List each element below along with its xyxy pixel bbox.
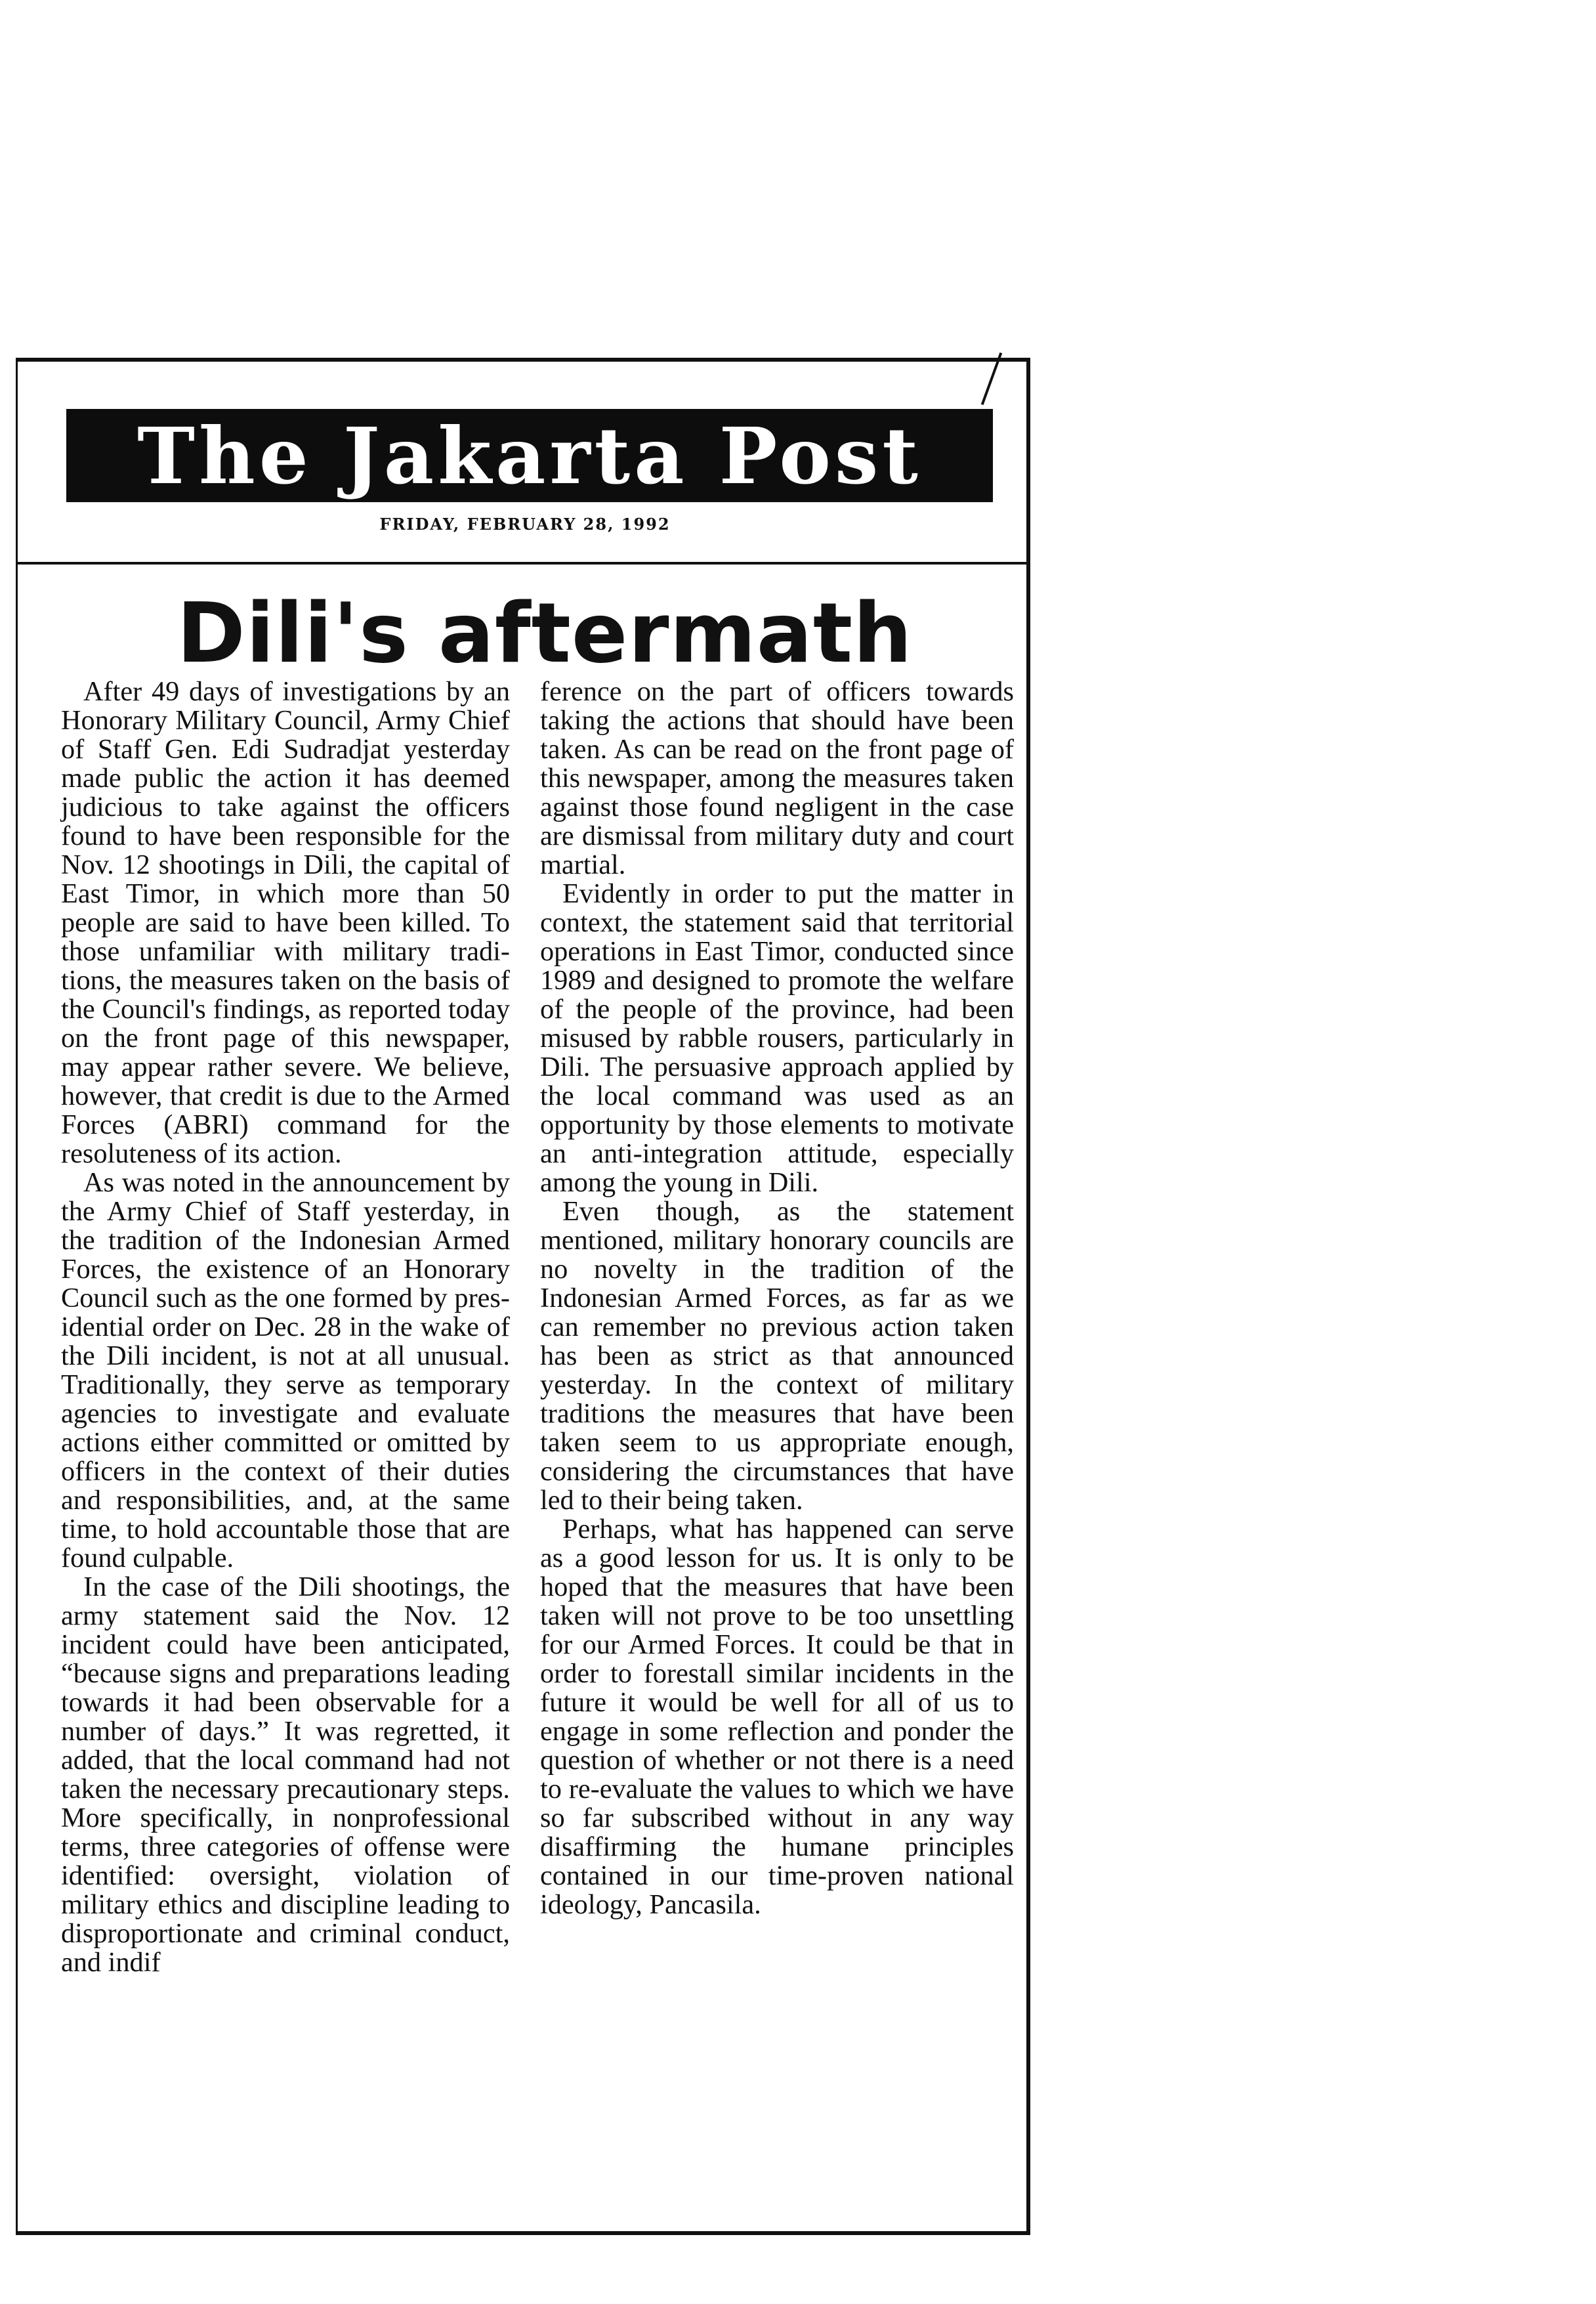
paragraph: Perhaps, what has happened can serve as a good lesson for us. It is only to be hoped that the measures that have been taken will not prove to be too unsettling for our Armed Forces. It could be that in order to forestall similar incidents in the future it would be well for all of us to engage in some reflection and ponder the question of whether or not there is a need to re-evaluate the values to which we have so far subscribed without in any way disaffirming the humane principles contained in our time-proven national ideology, Pancasila. — [540, 1514, 1014, 1920]
article-headline: Dili's aftermath — [177, 585, 913, 681]
paragraph: In the case of the Dili shootings, the army statement said the Nov. 12 incident could have been anticipated, “because signs and preparations leading towards it had been observable for a number of days.” It was regretted, it added, that the local command had not taken the necessary precautionary steps. More specifically, in nonprofessional terms, three categories of offense were identified: oversight, violation of military ethics and discipline leading to disproportionate and criminal conduct, and indif — [61, 1571, 510, 1978]
paragraph: ference on the part of officers towards taking the actions that should have been taken. As can be read on the front page of this newspaper, among the measures taken against those found negligent in the case are dismissal from military duty and court martial. — [540, 676, 1014, 880]
masthead-banner — [66, 409, 993, 502]
dateline: FRIDAY, FEBRUARY 28, 1992 — [379, 515, 671, 534]
masthead-title: The Jakarta Post — [137, 410, 922, 501]
paragraph: Even though, as the statement mentioned, military honorary councils are no novelty in the tradition of the Indonesian Armed Forces, as far as we can remember no previous action taken has been as strict as that announced yesterday. In the context of military traditions the measures that have been taken seem to us appropriate enough, considering the circumstances that have led to their being taken. — [540, 1196, 1014, 1516]
article-column-right — [540, 677, 1014, 1919]
paragraph: After 49 days of investigations by an Honorary Military Council, Army Chief of Staff Gen. Edi Sudradjat yesterday made public the action it has deemed judicious to take against the officers found to have been responsible for the Nov. 12 shootings in Dili, the capital of East Timor, in which more than 50 people are said to have been killed. To those unfamiliar with military traditions, the measures taken on the basis of the Council's findings, as reported today on the front page of this newspaper, may appear rather severe. We believe, however, that credit is due to the Armed Forces (ABRI) command for the resoluteness of its action. — [61, 676, 510, 1169]
paragraph: Evidently in order to put the matter in context, the statement said that territorial operations in East Timor, conducted since 1989 and designed to promote the welfare of the people of the province, had been misused by rabble rousers, particularly in Dili. The persuasive approach applied by the local command was used as an opportunity by those elements to motivate an anti-integration attitude, especially among the young in Dili. — [540, 878, 1014, 1198]
newspaper-clipping — [16, 358, 1030, 2235]
masthead-divider — [18, 562, 1028, 565]
pen-mark — [981, 352, 1002, 405]
paragraph: As was noted in the announcement by the Army Chief of Staff yesterday, in the tradition of the Indonesian Armed Forces, the existence of an Honorary Council such as the one formed by presidential order on Dec. 28 in the wake of the Dili incident, is not at all unusual. Traditionally, they serve as temporary agencies to investigate and evaluate actions either committed or omitted by officers in the context of their duties and responsibilities, and, at the same time, to hold accountable those that are found culpable. — [61, 1167, 510, 1573]
article-column-left — [61, 677, 510, 1977]
